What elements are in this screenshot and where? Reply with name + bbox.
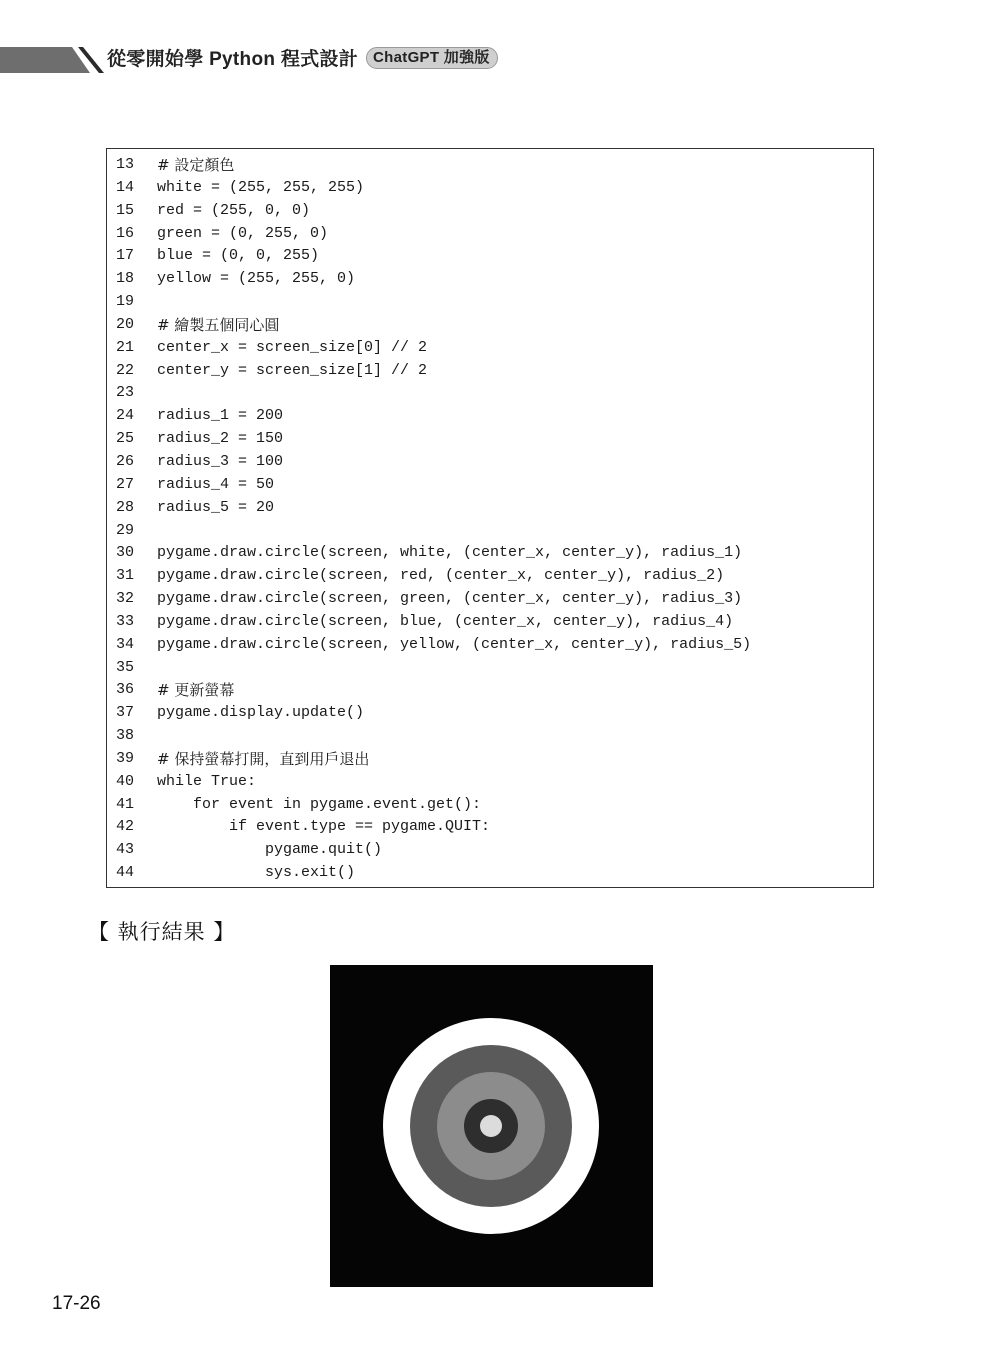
code-text: pygame.draw.circle(screen, white, (center_x, center_y), radius_1) (157, 544, 743, 562)
line-number: 44 (116, 864, 135, 882)
line-number: 22 (116, 361, 135, 379)
code-text: pygame.draw.circle(screen, blue, (center_x, center_y), radius_4) (157, 612, 734, 630)
code-comment: # 繪製五個同心圓 (157, 315, 280, 334)
line-number: 17 (116, 247, 135, 265)
line-number: 31 (116, 567, 135, 585)
code-text: radius_1 = 200 (157, 407, 284, 425)
code-listing (106, 148, 874, 888)
code-text: blue = (0, 0, 255) (157, 247, 320, 265)
code-line (116, 314, 751, 337)
line-number: 41 (116, 795, 135, 813)
line-number: 18 (116, 270, 135, 288)
program-output-figure (330, 965, 653, 1287)
line-number: 29 (116, 521, 135, 539)
code-line (116, 657, 751, 680)
running-header (107, 44, 498, 71)
code-text: for event in pygame.event.get(): (157, 795, 482, 813)
code-line (116, 223, 751, 246)
code-line (116, 748, 751, 771)
code-text: while True: (157, 772, 257, 790)
line-number: 25 (116, 430, 135, 448)
code-line (116, 839, 751, 862)
code-line (116, 679, 751, 702)
line-number: 26 (116, 452, 135, 470)
line-number: 19 (116, 293, 135, 311)
code-text: sys.exit() (157, 864, 356, 882)
code-line (116, 816, 751, 839)
line-number: 42 (116, 818, 135, 836)
line-number: 13 (116, 156, 135, 173)
code-line (116, 474, 751, 497)
code-text: pygame.quit() (157, 841, 383, 859)
line-number: 21 (116, 338, 135, 356)
code-comment: # 保持螢幕打開，直到用戶退出 (157, 749, 370, 768)
line-number: 16 (116, 224, 135, 242)
code-line (116, 520, 751, 543)
line-number: 37 (116, 704, 135, 722)
code-text: center_x = screen_size[0] // 2 (157, 338, 428, 356)
code-text: radius_4 = 50 (157, 475, 275, 493)
result-heading: 【 執行結果 】 (88, 920, 236, 944)
code-text: center_y = screen_size[1] // 2 (157, 361, 428, 379)
code-line (116, 177, 751, 200)
line-number: 30 (116, 544, 135, 562)
code-line (116, 245, 751, 268)
code-line (116, 794, 751, 817)
line-number: 28 (116, 498, 135, 516)
code-text: yellow = (255, 255, 0) (157, 270, 356, 288)
code-line (116, 634, 751, 657)
code-line (116, 268, 751, 291)
code-line (116, 405, 751, 428)
book-title: 從零開始學 Python 程式設計 (107, 49, 359, 70)
code-line (116, 771, 751, 794)
code-line (116, 497, 751, 520)
code-line (116, 565, 751, 588)
code-comment: # 設定顏色 (157, 156, 235, 174)
code-text: radius_3 = 100 (157, 452, 284, 470)
line-number: 32 (116, 590, 135, 608)
line-number: 35 (116, 658, 135, 676)
code-line (116, 862, 751, 885)
code-line (116, 428, 751, 451)
line-number: 15 (116, 201, 135, 219)
code-line (116, 360, 751, 383)
code-line (116, 588, 751, 611)
line-number: 34 (116, 635, 135, 653)
line-number: 20 (116, 315, 135, 333)
code-comment: # 更新螢幕 (157, 681, 235, 700)
code-line (116, 382, 751, 405)
code-text: pygame.draw.circle(screen, green, (center_x, center_y), radius_3) (157, 590, 743, 608)
line-number: 14 (116, 178, 135, 196)
line-number: 38 (116, 727, 135, 745)
code-text: red = (255, 0, 0) (157, 201, 311, 219)
code-text: green = (0, 255, 0) (157, 224, 329, 242)
code-line (116, 702, 751, 725)
code-line (116, 154, 751, 177)
code-line (116, 451, 751, 474)
header-decor-band (0, 47, 90, 73)
page-number: 17-26 (52, 1293, 101, 1314)
edition-badge: ChatGPT 加強版 (366, 47, 498, 69)
code-line (116, 542, 751, 565)
line-number: 27 (116, 475, 135, 493)
code-lines (116, 154, 751, 885)
code-text: white = (255, 255, 255) (157, 178, 365, 196)
code-line (116, 200, 751, 223)
code-text: pygame.draw.circle(screen, yellow, (center_x, center_y), radius_5) (157, 635, 752, 653)
code-line (116, 611, 751, 634)
code-text: pygame.draw.circle(screen, red, (center_x, center_y), radius_2) (157, 567, 725, 585)
code-line (116, 337, 751, 360)
line-number: 36 (116, 681, 135, 699)
code-line (116, 725, 751, 748)
line-number: 43 (116, 841, 135, 859)
line-number: 40 (116, 772, 135, 790)
code-text: if event.type == pygame.QUIT: (157, 818, 491, 836)
code-text: radius_5 = 20 (157, 498, 275, 516)
yellow-circle (480, 1115, 502, 1137)
code-line (116, 291, 751, 314)
line-number: 23 (116, 384, 135, 402)
line-number: 39 (116, 749, 135, 767)
line-number: 24 (116, 407, 135, 425)
line-number: 33 (116, 612, 135, 630)
code-text: pygame.display.update() (157, 704, 365, 722)
code-text: radius_2 = 150 (157, 430, 284, 448)
